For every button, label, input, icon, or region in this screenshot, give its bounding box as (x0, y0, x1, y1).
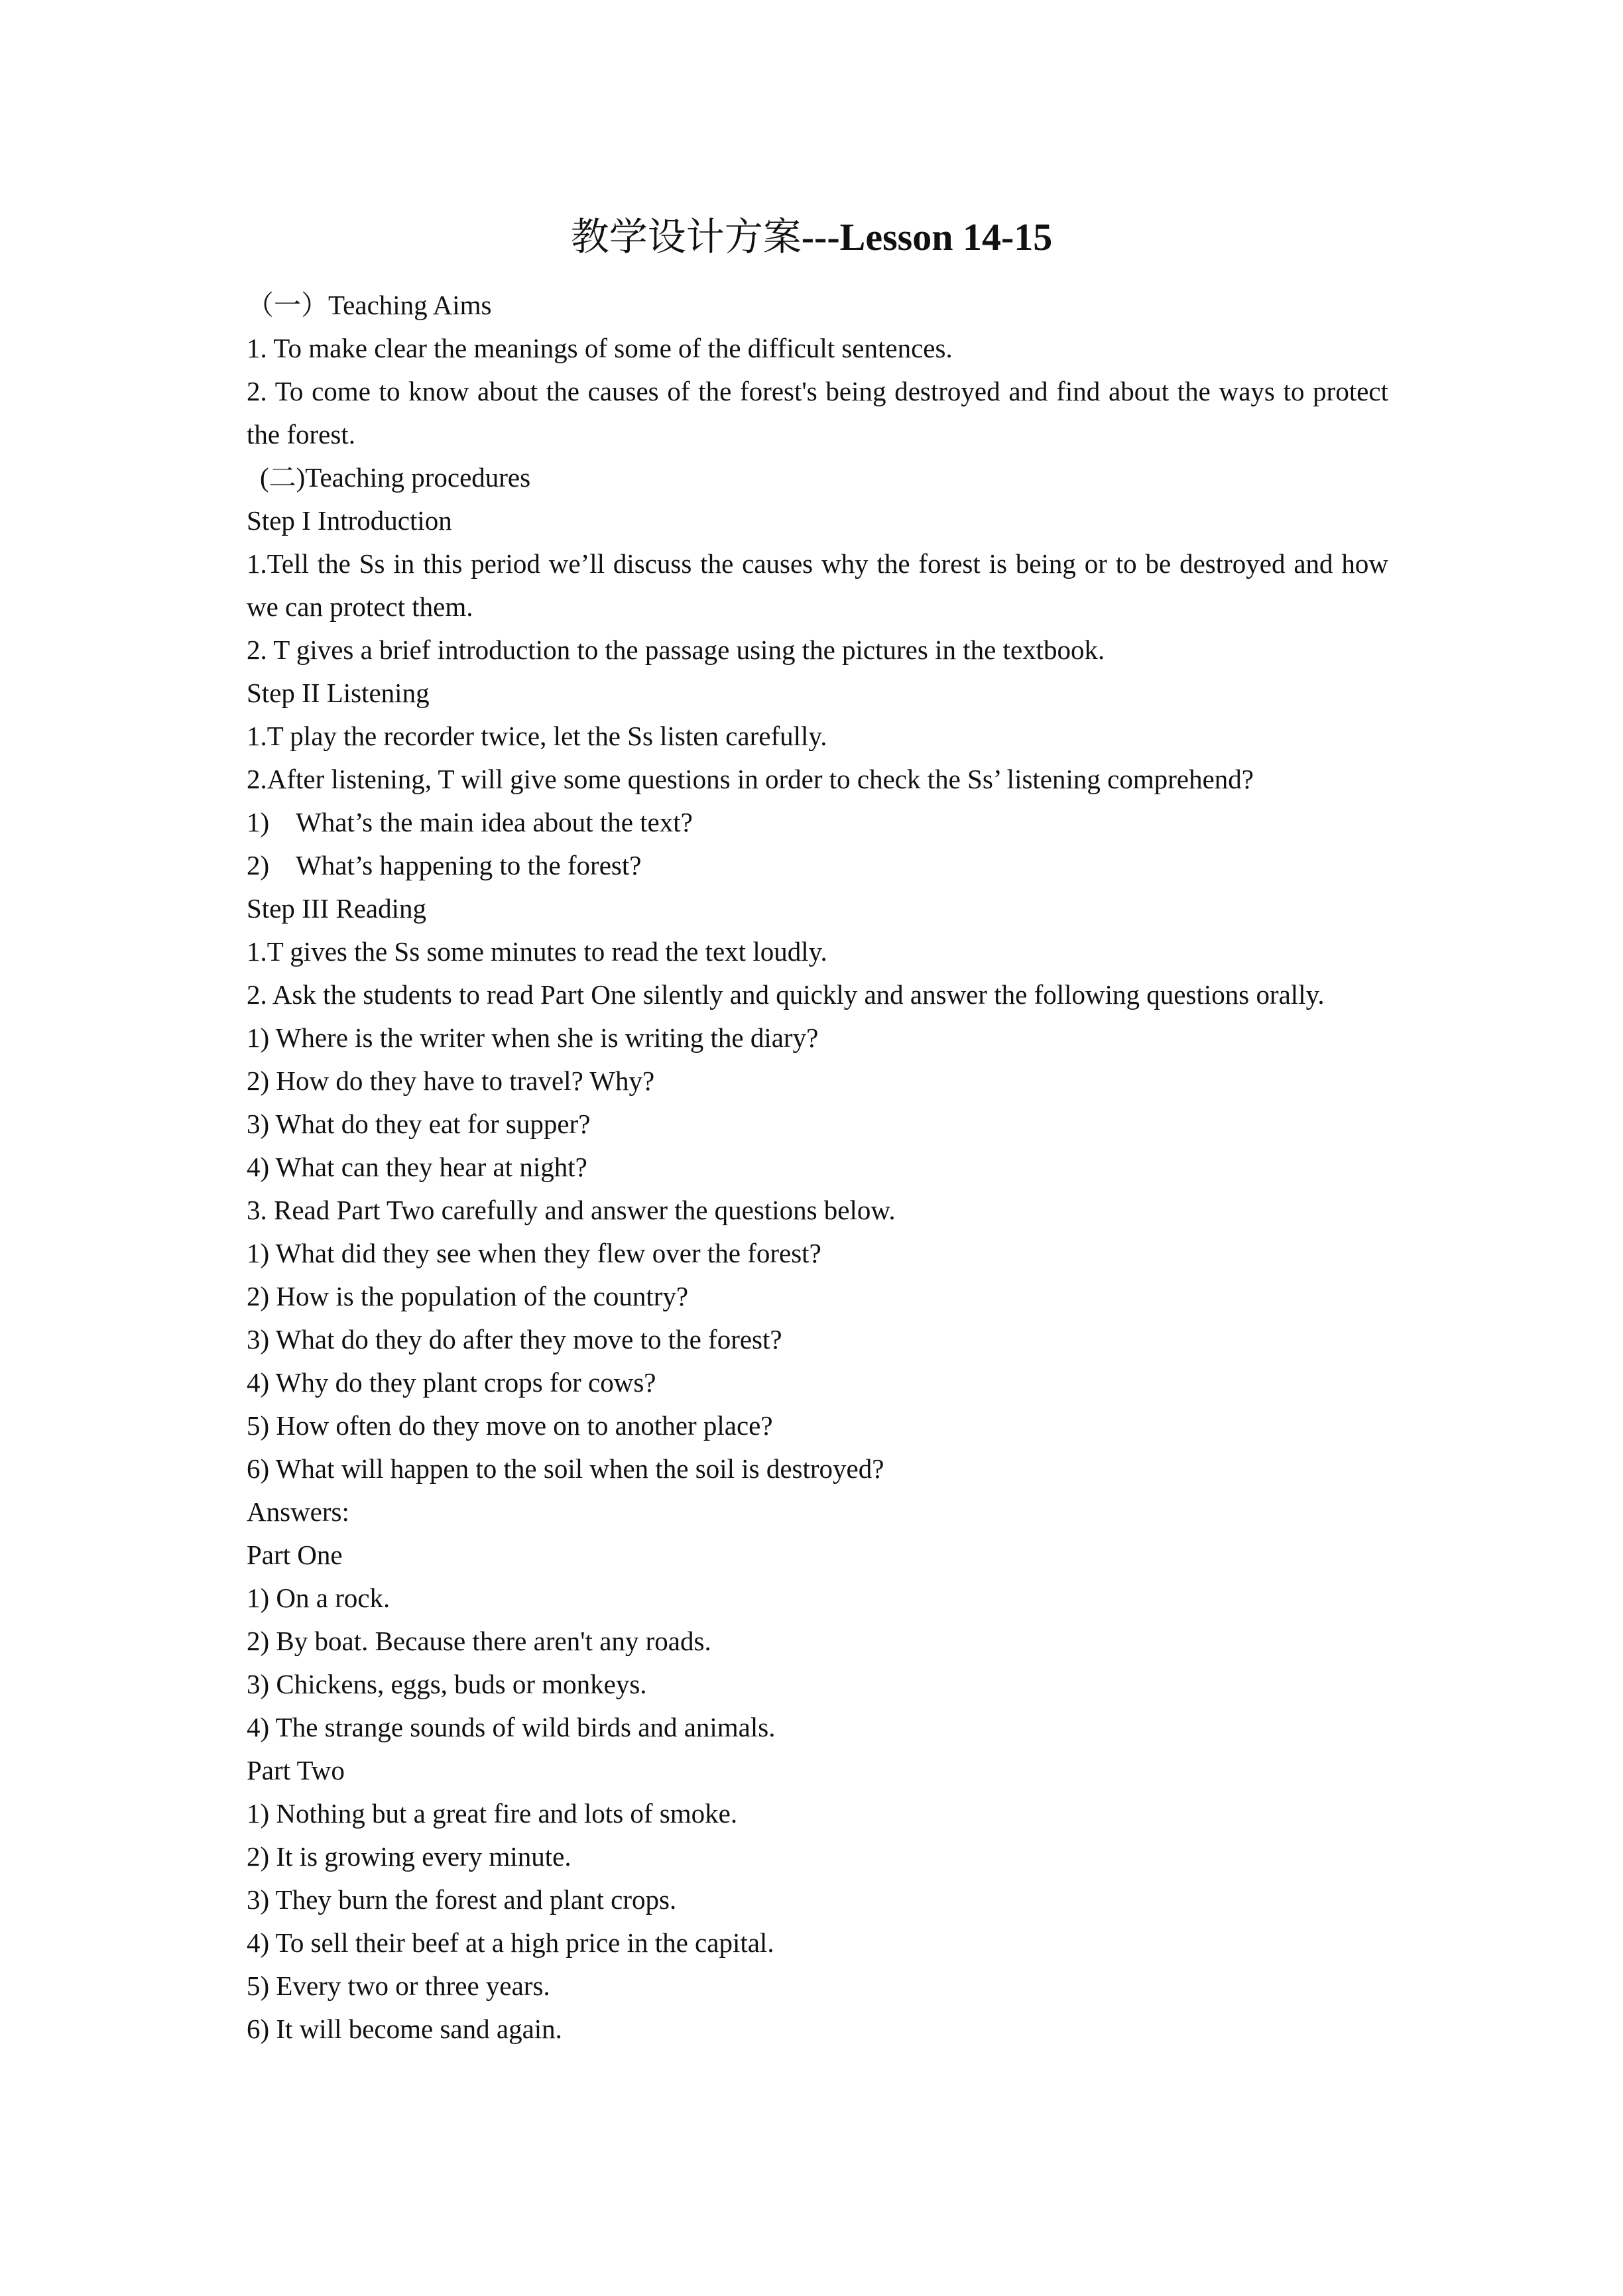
answer-item: 3) Chickens, eggs, buds or monkeys. (247, 1669, 647, 1699)
step-item: 1.T gives the Ss some minutes to read the text loudly. (247, 936, 827, 967)
step-item: 3. Read Part Two carefully and answer the questions below. (247, 1195, 896, 1225)
answer-item: 1) Nothing but a great fire and lots of smoke. (247, 1798, 738, 1829)
answer-item: 6) It will become sand again. (247, 2014, 562, 2044)
step-heading: Step I Introduction (247, 505, 452, 536)
question-number: 2) (247, 850, 270, 880)
aim-item: 1. To make clear the meanings of some of the difficult sentences. (247, 333, 953, 363)
step-item: 2.After listening, T will give some questions in order to check the Ss’ listening comprehend? (247, 764, 1254, 794)
reading-question: 1) What did they see when they flew over the forest? (247, 1238, 821, 1268)
step-item: 2. T gives a brief introduction to the passage using the pictures in the textbook. (247, 634, 1105, 665)
answer-item: 4) The strange sounds of wild birds and animals. (247, 1712, 776, 1742)
title-chinese: 教学设计方案 (570, 215, 802, 259)
reading-question: 4) What can they hear at night? (247, 1152, 587, 1182)
listening-question (247, 801, 1388, 844)
aims-heading: （一）Teaching Aims (247, 290, 492, 320)
aim-item: 2. To come to know about the causes of the forest's being destroyed and find about the ways to protect the forest. (247, 376, 1388, 450)
page-title (0, 211, 1623, 264)
answer-item: 5) Every two or three years. (247, 1970, 550, 2001)
reading-question: 6) What will happen to the soil when the soil is destroyed? (247, 1453, 884, 1484)
answer-item: 4) To sell their beef at a high price in the capital. (247, 1927, 774, 1958)
step-item: 2. Ask the students to read Part One silently and quickly and answer the following questions orally. (247, 979, 1325, 1010)
question-number: 1) (247, 807, 270, 837)
reading-question: 1) Where is the writer when she is writing the diary? (247, 1022, 819, 1053)
reading-question: 2) How is the population of the country? (247, 1281, 689, 1311)
answer-item: 2) It is growing every minute. (247, 1841, 571, 1872)
answers-part-heading: Part One (247, 1540, 343, 1570)
answer-item: 2) By boat. Because there aren't any roads. (247, 1626, 711, 1656)
answers-heading: Answers: (247, 1496, 349, 1527)
answer-item: 3) They burn the forest and plant crops. (247, 1884, 677, 1915)
step-heading: Step II Listening (247, 678, 430, 708)
title-lesson: ---Lesson 14-15 (801, 215, 1053, 259)
step-heading: Step III Reading (247, 893, 426, 924)
reading-question: 2) How do they have to travel? Why? (247, 1065, 655, 1096)
reading-question: 5) How often do they move on to another place? (247, 1410, 773, 1441)
answer-item: 1) On a rock. (247, 1583, 391, 1613)
step-item: 1.T play the recorder twice, let the Ss listen carefully. (247, 721, 827, 751)
document-body (247, 284, 1388, 2051)
reading-question: 3) What do they do after they move to the forest? (247, 1324, 782, 1355)
question-text: What’s the main idea about the text? (296, 807, 693, 837)
reading-question: 3) What do they eat for supper? (247, 1109, 591, 1139)
listening-question (247, 844, 1388, 887)
answers-part-heading: Part Two (247, 1755, 345, 1785)
reading-question: 4) Why do they plant crops for cows? (247, 1367, 656, 1398)
question-text: What’s happening to the forest? (296, 850, 642, 880)
step-item: 1.Tell the Ss in this period we’ll discuss the causes why the forest is being or to be destroyed and how we can protect them. (247, 548, 1388, 622)
procedures-heading: (二)Teaching procedures (260, 462, 531, 493)
